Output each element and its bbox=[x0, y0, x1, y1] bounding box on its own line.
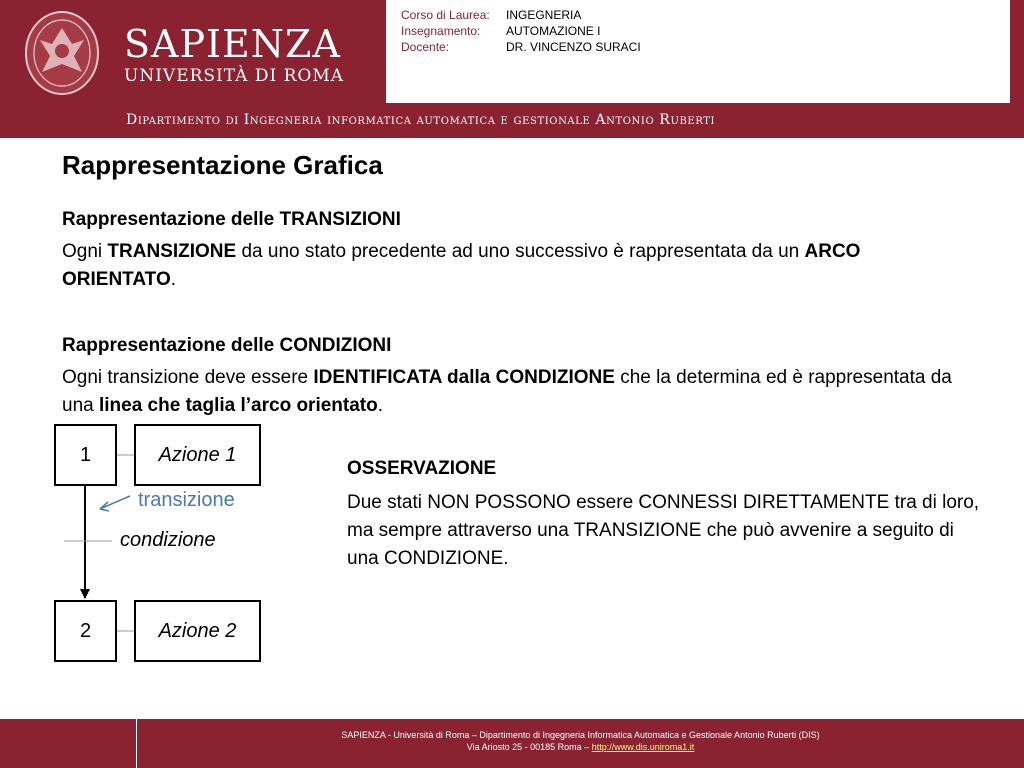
footer-address-line: SAPIENZA - Università di Roma – Dipartimento di Ingegneria Informatica Automatica e Gestionale Antonio Ruberti (DIS) bbox=[341, 730, 820, 740]
transition-pointer bbox=[100, 496, 130, 509]
bold-span: linea che taglia l’arco orientato bbox=[98, 395, 378, 416]
observation-text: Due stati NON POSSONO essere CONNESSI DIRETTAMENTE tra di loro, ma sempre attraverso una TRANSIZIONE che può avvenire a seguito di una CONDIZIONE. bbox=[347, 492, 980, 569]
action-1-label: Azione 1 bbox=[158, 443, 237, 466]
text-span: Ogni transizione deve essere bbox=[62, 367, 314, 388]
course-label: Corso di Laurea: bbox=[401, 8, 490, 22]
course-info-row bbox=[401, 7, 641, 23]
course-value: INGEGNERIA bbox=[506, 8, 582, 22]
text-span: . bbox=[170, 269, 177, 290]
department-name: Dipartimento di Ingegneria informatica automatica e gestionale Antonio Ruberti bbox=[126, 112, 716, 128]
text-span: da uno stato precedente ad uno successivo è rappresentata da un bbox=[236, 241, 805, 262]
text-span: Ogni bbox=[62, 241, 108, 262]
brand-subtitle: UNIVERSITÀ DI ROMA bbox=[124, 66, 345, 86]
observation-title: OSSERVAZIONE bbox=[347, 458, 497, 479]
brand-name: SAPIENZA bbox=[124, 22, 341, 66]
teaching-label: Insegnamento: bbox=[401, 24, 481, 38]
conditions-heading: Rappresentazione delle CONDIZIONI bbox=[62, 335, 392, 356]
conditions-paragraph bbox=[62, 364, 962, 420]
state-1-box bbox=[54, 424, 117, 486]
transitions-paragraph bbox=[62, 238, 962, 294]
slide-title: Rappresentazione Grafica bbox=[62, 150, 383, 180]
bold-span: TRANSIZIONE bbox=[107, 241, 237, 262]
course-info bbox=[401, 7, 641, 55]
teacher-value: DR. VINCENZO SURACI bbox=[506, 40, 641, 54]
text-span: che la determina ed è rappresentata da una bbox=[62, 367, 952, 416]
action-2-label: Azione 2 bbox=[158, 619, 237, 642]
header-stripe bbox=[1010, 0, 1024, 103]
bold-span: ARCO ORIENTATO bbox=[62, 241, 861, 290]
university-seal-icon bbox=[24, 10, 100, 96]
footer-band-left bbox=[0, 719, 136, 768]
teaching-value: AUTOMAZIONE I bbox=[506, 24, 601, 38]
teaching-info-row bbox=[401, 23, 641, 39]
state-1-label: 1 bbox=[79, 443, 92, 466]
transition-pointer-head bbox=[100, 502, 109, 511]
action-2-box bbox=[134, 600, 261, 662]
teacher-label: Docente: bbox=[401, 40, 450, 54]
state-2-box bbox=[54, 600, 117, 662]
footer-contact-line bbox=[137, 742, 1024, 752]
footer-street: Via Ariosto 25 - 00185 Roma – bbox=[466, 742, 592, 752]
department-website-link[interactable]: http://www.dis.uniroma1.it bbox=[591, 742, 695, 752]
condition-label: condizione bbox=[120, 529, 216, 551]
state-2-label: 2 bbox=[79, 619, 92, 642]
bold-span: IDENTIFICATA dalla CONDIZIONE bbox=[313, 367, 615, 388]
action-1-box bbox=[134, 424, 261, 486]
text-span: . bbox=[377, 395, 384, 416]
transition-label: transizione bbox=[138, 489, 235, 511]
transitions-heading: Rappresentazione delle TRANSIZIONI bbox=[62, 209, 401, 230]
teacher-info-row bbox=[401, 39, 641, 55]
